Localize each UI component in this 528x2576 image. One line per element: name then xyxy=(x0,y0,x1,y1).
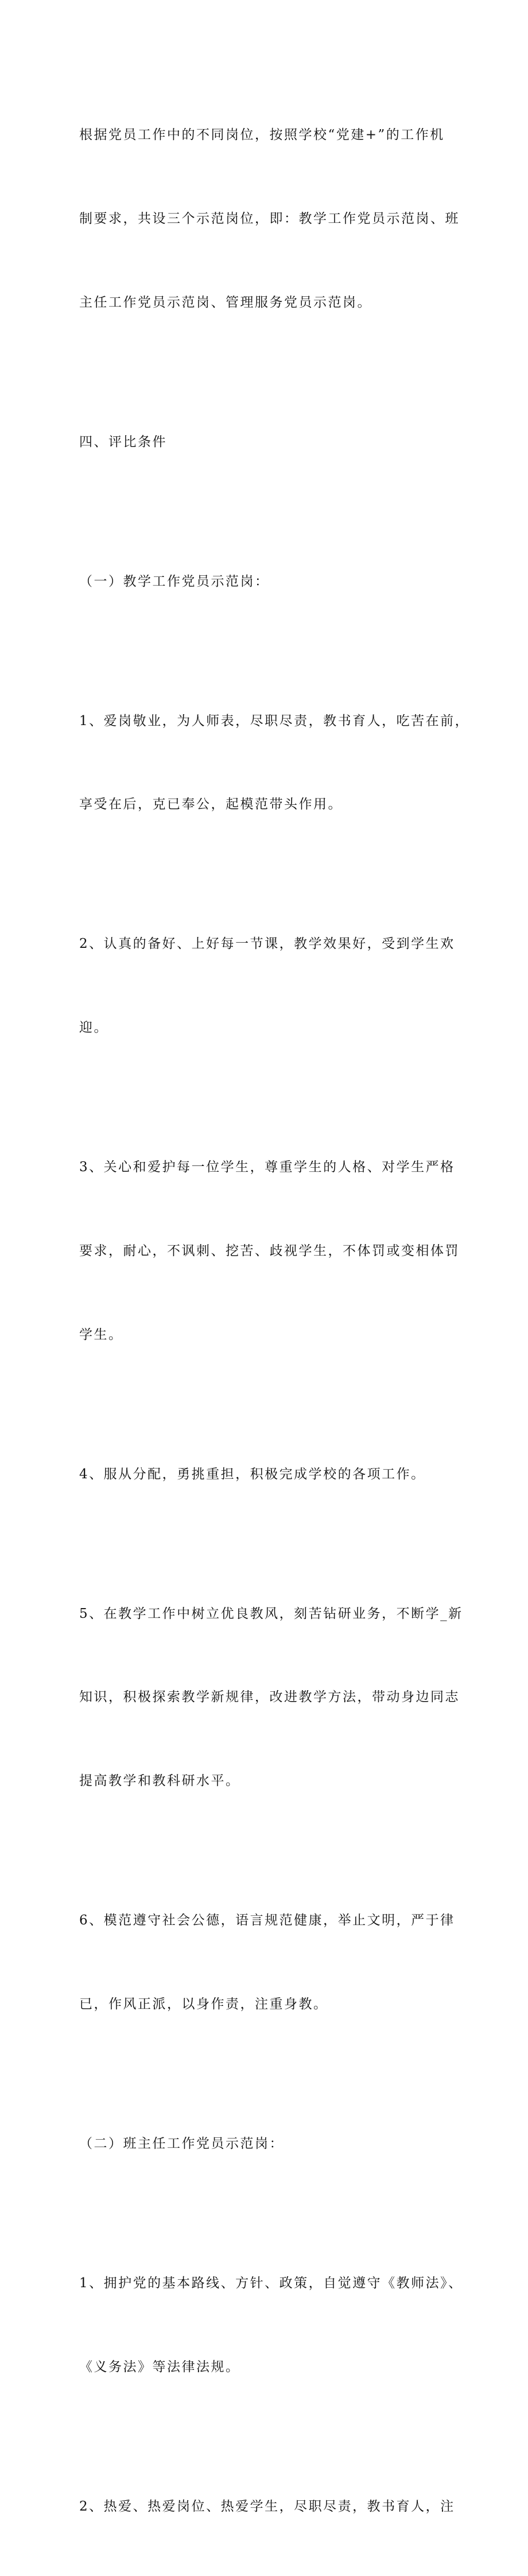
subsection-heading xyxy=(79,2074,452,2214)
text-line: 1、拥护党的基本路线、方针、政策，自觉遵守《教师法》、 xyxy=(79,2275,463,2291)
text-line: 6、模范遵守社会公德，语言规范健康，举止文明，严于律 xyxy=(79,1913,455,1928)
text-line: （一）教学工作党员示范岗： xyxy=(79,574,270,589)
text-line: 根据党员工作中的不同岗位，按照学校“党建+”的工作机 xyxy=(79,127,445,143)
text-line: 《义务法》等法律法规。 xyxy=(79,2359,240,2374)
list-item xyxy=(79,874,455,1098)
list-item xyxy=(79,1544,463,1851)
text-line: 提高教学和教科研水平。 xyxy=(79,1773,240,1789)
text-line: 1、爱岗敬业，为人师表，尽职尽责，教书育人，吃苦在前， xyxy=(79,713,470,729)
text-line: 知识，积极探索教学新规律，改进教学方法，带动身边同志 xyxy=(79,1690,460,1705)
list-item xyxy=(79,1851,455,2074)
text-line: 制要求，共设三个示范岗位，即：教学工作党员示范岗、班 xyxy=(79,211,460,226)
list-item xyxy=(79,651,470,874)
subsection-heading xyxy=(79,512,452,652)
intro-paragraph xyxy=(79,65,460,373)
text-line: （二）班主任工作党员示范岗： xyxy=(79,2136,284,2151)
text-line: 享受在后，克已奉公，起模范带头作用。 xyxy=(79,797,343,812)
document-body xyxy=(79,65,470,2576)
text-line: 迎。 xyxy=(79,1020,108,1036)
text-line: 3、关心和爱护每一位学生，尊重学生的人格、对学生严格 xyxy=(79,1160,455,1175)
text-line: 已，作风正派，以身作责，注重身教。 xyxy=(79,1996,328,2012)
text-line: 2、认真的备好、上好每一节课，教学效果好，受到学生欢 xyxy=(79,936,455,952)
text-line: 四、评比条件 xyxy=(79,434,167,450)
text-line: 4、服从分配，勇挑重担，积极完成学校的各项工作。 xyxy=(79,1466,426,1482)
list-item xyxy=(79,1098,460,1405)
text-line: 主任工作党员示范岗、管理服务党员示范岗。 xyxy=(79,295,372,310)
list-item xyxy=(79,2436,455,2576)
text-line: 2、热爱、热爱岗位、热爱学生，尽职尽责，教书育人，注 xyxy=(79,2498,455,2514)
list-item xyxy=(79,1405,452,1544)
text-line: 学生。 xyxy=(79,1327,123,1342)
section-heading xyxy=(79,373,452,512)
text-line: 5、在教学工作中树立优良教风，刻苦钻研业务，不断学_新 xyxy=(79,1606,463,1621)
text-line: 要求，耐心，不讽刺、挖苦、歧视学生，不体罚或变相体罚 xyxy=(79,1243,460,1258)
list-item xyxy=(79,2214,463,2437)
